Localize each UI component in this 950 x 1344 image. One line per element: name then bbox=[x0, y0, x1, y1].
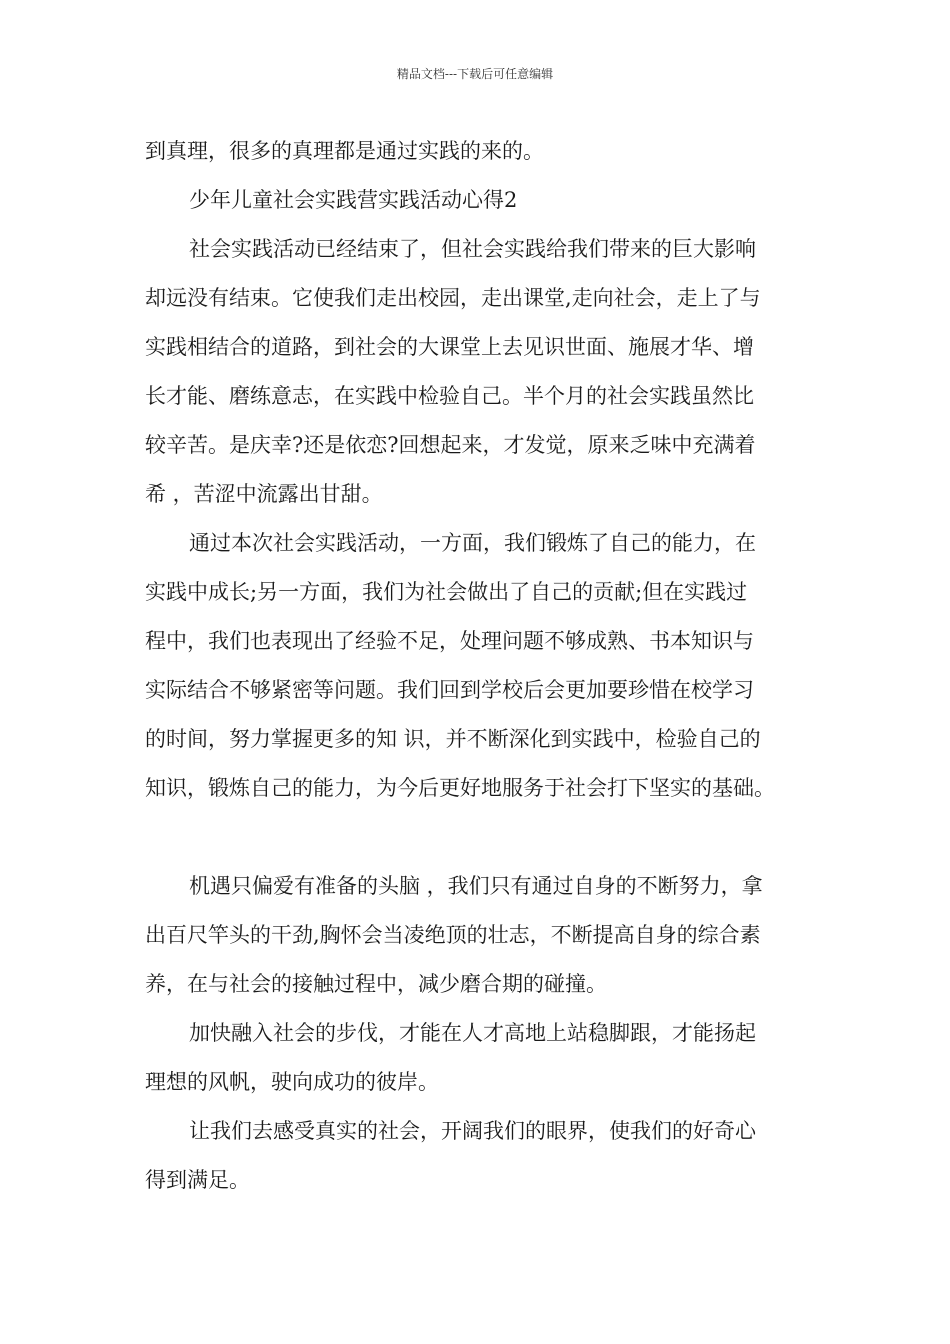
text-line: 实践相结合的道路，到社会的大课堂上去见识世面、施展才华、增 bbox=[145, 335, 754, 359]
text-line: 机遇只偏爱有准备的头脑 ，我们只有通过自身的不断努力，拿 bbox=[189, 874, 763, 898]
paragraph bbox=[145, 225, 825, 519]
paragraph bbox=[145, 1009, 825, 1107]
text-line: 却远没有结束。它使我们走出校园，走出课堂,走向社会，走上了与 bbox=[145, 286, 761, 310]
text-line: 让我们去感受真实的社会，开阔我们的眼界，使我们的好奇心 bbox=[189, 1119, 756, 1143]
text-line: 程中，我们也表现出了经验不足，处理问题不够成熟、书本知识与 bbox=[145, 629, 754, 653]
paragraph bbox=[145, 862, 825, 1009]
text-line: 希 ，苦涩中流露出甘甜。 bbox=[145, 482, 383, 506]
text-line: 实践中成长;另一方面，我们为社会做出了自己的贡献;但在实践过 bbox=[145, 580, 748, 604]
text-line: 理想的风帆，驶向成功的彼岸。 bbox=[145, 1070, 439, 1094]
paragraph-gap bbox=[145, 813, 825, 862]
text-line: 养，在与社会的接触过程中，减少磨合期的碰撞。 bbox=[145, 972, 607, 996]
text-line: 实际结合不够紧密等问题。我们回到学校后会更加要珍惜在校学习 bbox=[145, 678, 754, 702]
text-line: 加快融入社会的步伐，才能在人才高地上站稳脚跟，才能扬起 bbox=[189, 1021, 756, 1045]
paragraph-continuation bbox=[145, 127, 825, 176]
document-body bbox=[145, 127, 825, 1205]
text-line: 通过本次社会实践活动，一方面，我们锻炼了自己的能力，在 bbox=[189, 531, 756, 555]
text-line: 得到满足。 bbox=[145, 1168, 250, 1192]
text-line: 知识，锻炼自己的能力，为今后更好地服务于社会打下坚实的基础。 bbox=[145, 776, 775, 800]
text-line: 社会实践活动已经结束了，但社会实践给我们带来的巨大影响 bbox=[189, 237, 756, 261]
page-header: 精品文档---下载后可任意编辑 bbox=[396, 67, 554, 81]
text-line: 出百尺竿头的干劲,胸怀会当凌绝顶的壮志，不断提高自身的综合素 bbox=[145, 923, 761, 947]
text-line: 较辛苦。是庆幸?还是依恋?回想起来，才发觉，原来乏味中充满着 bbox=[145, 433, 756, 457]
section-heading bbox=[145, 176, 825, 225]
heading-text: 少年儿童社会实践营实践活动心得2 bbox=[189, 188, 518, 212]
text-line: 的时间，努力掌握更多的知 识，并不断深化到实践中，检验自己的 bbox=[145, 727, 761, 751]
text-line: 长才能、磨练意志，在实践中检验自己。半个月的社会实践虽然比 bbox=[145, 384, 754, 408]
paragraph bbox=[145, 1107, 825, 1205]
paragraph bbox=[145, 519, 825, 813]
text-line: 到真理，很多的真理都是通过实践的来的。 bbox=[145, 139, 544, 163]
